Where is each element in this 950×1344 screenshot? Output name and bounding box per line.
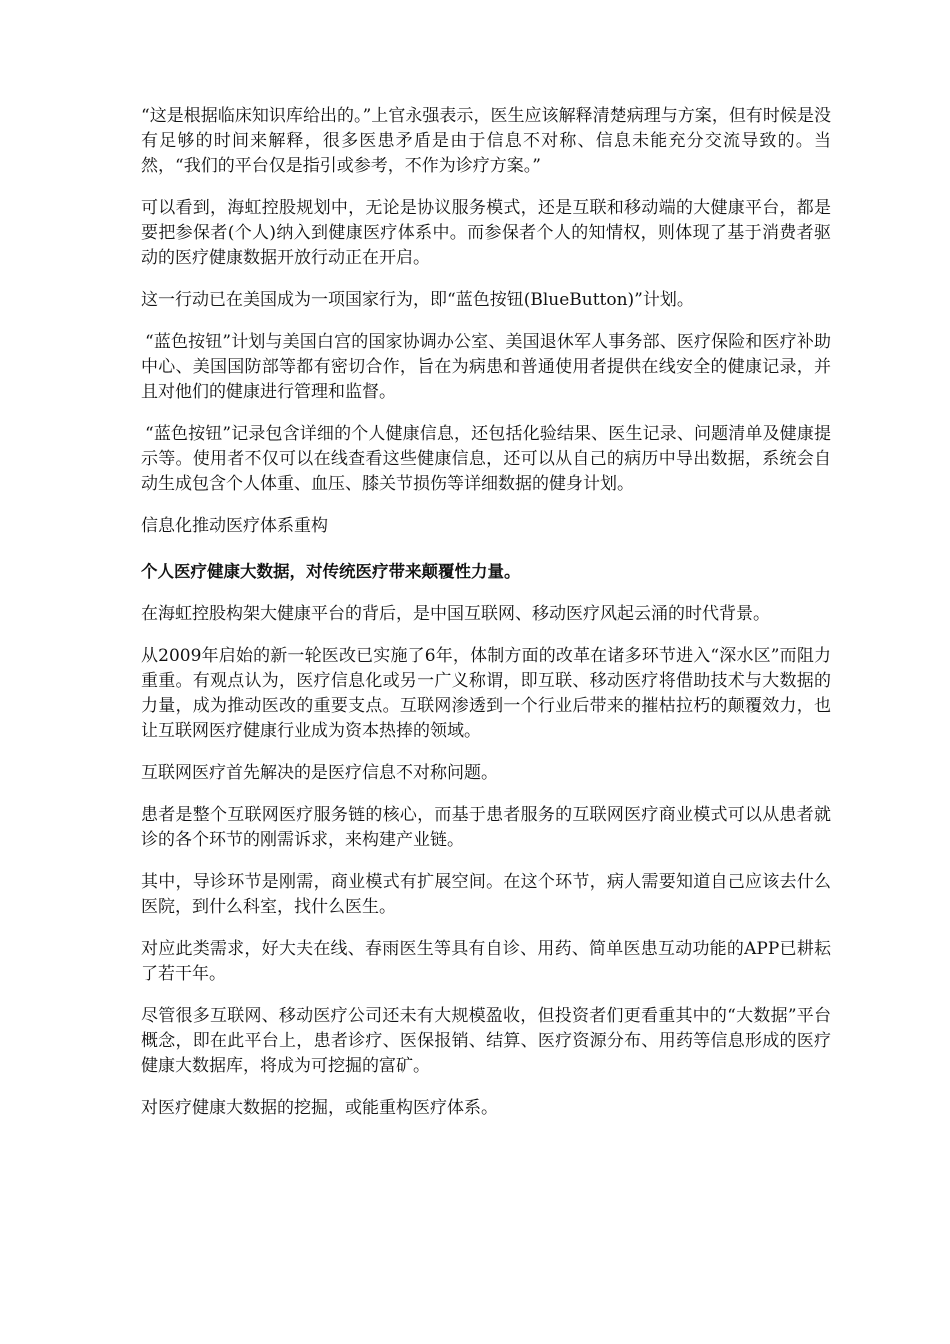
- bold-lead-sentence: 个人医疗健康大数据，对传统医疗带来颠覆性力量。: [141, 562, 521, 581]
- paragraph-bluebutton-national-action: 这一行动已在美国成为一项国家行为，即“蓝色按钮(BlueButton)”计划。: [141, 290, 694, 310]
- paragraph-era-background: 在海虹控股构架大健康平台的背后，是中国互联网、移动医疗风起云涌的时代背景。: [141, 604, 770, 624]
- paragraph-clinical-knowledge-quote: “这是根据临床知识库给出的。”上官永强表示，医生应该解释清楚病理与方案，但有时候是没有足够的时间来解释，很多医患矛盾是由于信息不对称、信息未能充分交流导致的。当然，“我们的平台仅是指引或参考，不作为诊疗方案。”: [141, 106, 831, 176]
- paragraph-haihong-platform-plan: 可以看到，海虹控股规划中，无论是协议服务模式，还是互联和移动端的大健康平台，都是要把参保者(个人)纳入到健康医疗体系中。而参保者个人的知情权，则体现了基于消费者驱动的医疗健康数据开放行动正在开启。: [141, 198, 831, 268]
- paragraph-triage-demand: 其中，导诊环节是刚需，商业模式有扩展空间。在这个环节，病人需要知道自己应该去什么医院，到什么科室，找什么医生。: [141, 872, 831, 917]
- paragraph-conclusion: 对医疗健康大数据的挖掘，或能重构医疗体系。: [141, 1098, 498, 1118]
- section-subheading: 信息化推动医疗体系重构: [141, 516, 328, 536]
- document-page: [141, 104, 831, 1138]
- paragraph-big-data-platform: 尽管很多互联网、移动医疗公司还未有大规模盈收，但投资者们更看重其中的“大数据”平台概念，即在此平台上，患者诊疗、医保报销、结算、医疗资源分布、用药等信息形成的医疗健康大数据库，将成为可挖掘的富矿。: [141, 1006, 831, 1076]
- paragraph-information-asymmetry: 互联网医疗首先解决的是医疗信息不对称问题。: [141, 763, 498, 783]
- paragraph-bluebutton-records: “蓝色按钮”记录包含详细的个人健康信息，还包括化验结果、医生记录、问题清单及健康提示等。使用者不仅可以在线查看这些健康信息，还可以从自己的病历中导出数据，系统会自动生成包含个人体重、血压、膝关节损伤等详细数据的健身计划。: [141, 424, 831, 494]
- paragraph-medical-reform: 从2009年启始的新一轮医改已实施了6年，体制方面的改革在诸多环节进入“深水区”而阻力重重。有观点认为，医疗信息化或另一广义称谓，即互联、移动医疗将借助技术与大数据的力量，成为推动医改的重要支点。互联网渗透到一个行业后带来的摧枯拉朽的颠覆效力，也让互联网医疗健康行业成为资本热捧的领域。: [141, 646, 831, 741]
- paragraph-patient-core: 患者是整个互联网医疗服务链的核心，而基于患者服务的互联网医疗商业模式可以从患者就诊的各个环节的刚需诉求，来构建产业链。: [141, 805, 831, 850]
- paragraph-apps: 对应此类需求，好大夫在线、春雨医生等具有自诊、用药、简单医患互动功能的APP已耕耘了若干年。: [141, 939, 831, 984]
- paragraph-bluebutton-cooperation: “蓝色按钮”计划与美国白宫的国家协调办公室、美国退休军人事务部、医疗保险和医疗补助中心、美国国防部等都有密切合作，旨在为病患和普通使用者提供在线安全的健康记录，并且对他们的健康进行管理和监督。: [141, 332, 831, 402]
